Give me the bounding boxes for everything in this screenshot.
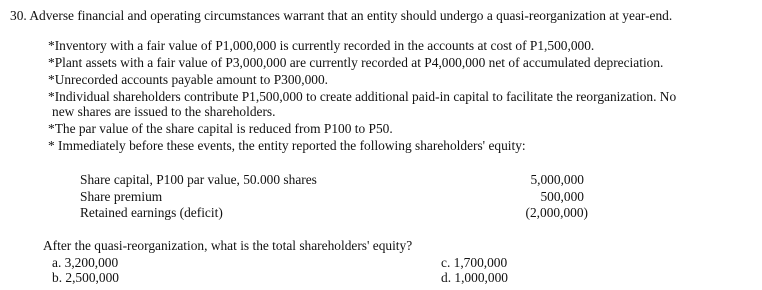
equity-amount: 500,000	[540, 189, 584, 204]
equity-amount: 5,000,000	[530, 172, 584, 187]
fact-line: *Individual shareholders contribute P1,500,000 to create additional paid-in capital to facilitate the reorganization. No	[48, 89, 677, 104]
fact-line: *The par value of the share capital is reduced from P100 to P50.	[48, 121, 393, 136]
choice-b[interactable]: b. 2,500,000	[52, 270, 119, 285]
fact-line: *Unrecorded accounts payable amount to P300,000.	[48, 72, 329, 87]
equity-amount: (2,000,000)	[525, 205, 588, 220]
equity-label: Share capital, P100 par value, 50.000 shares	[80, 172, 317, 187]
equity-label: Share premium	[80, 189, 163, 204]
fact-line-continuation: new shares are issued to the shareholders.	[52, 104, 276, 119]
fact-line: *Plant assets with a fair value of P3,000,000 are currently recorded at P4,000,000 net of accumulated depreciation.	[48, 55, 664, 70]
choice-d[interactable]: d. 1,000,000	[441, 270, 508, 285]
question-prompt: After the quasi-reorganization, what is the total shareholders' equity?	[43, 238, 413, 253]
fact-line: *Inventory with a fair value of P1,000,000 is currently recorded in the accounts at cost of P1,500,000.	[48, 38, 595, 53]
question-stem: Adverse financial and operating circumstances warrant that an entity should undergo a quasi-reorganization at year-end.	[29, 8, 673, 23]
equity-label: Retained earnings (deficit)	[80, 205, 223, 220]
fact-line: * Immediately before these events, the entity reported the following shareholders' equity:	[48, 138, 526, 153]
question-header	[10, 8, 672, 23]
question-number: 30.	[10, 8, 27, 23]
choice-a[interactable]: a. 3,200,000	[52, 255, 119, 270]
choice-c[interactable]: c. 1,700,000	[441, 255, 508, 270]
